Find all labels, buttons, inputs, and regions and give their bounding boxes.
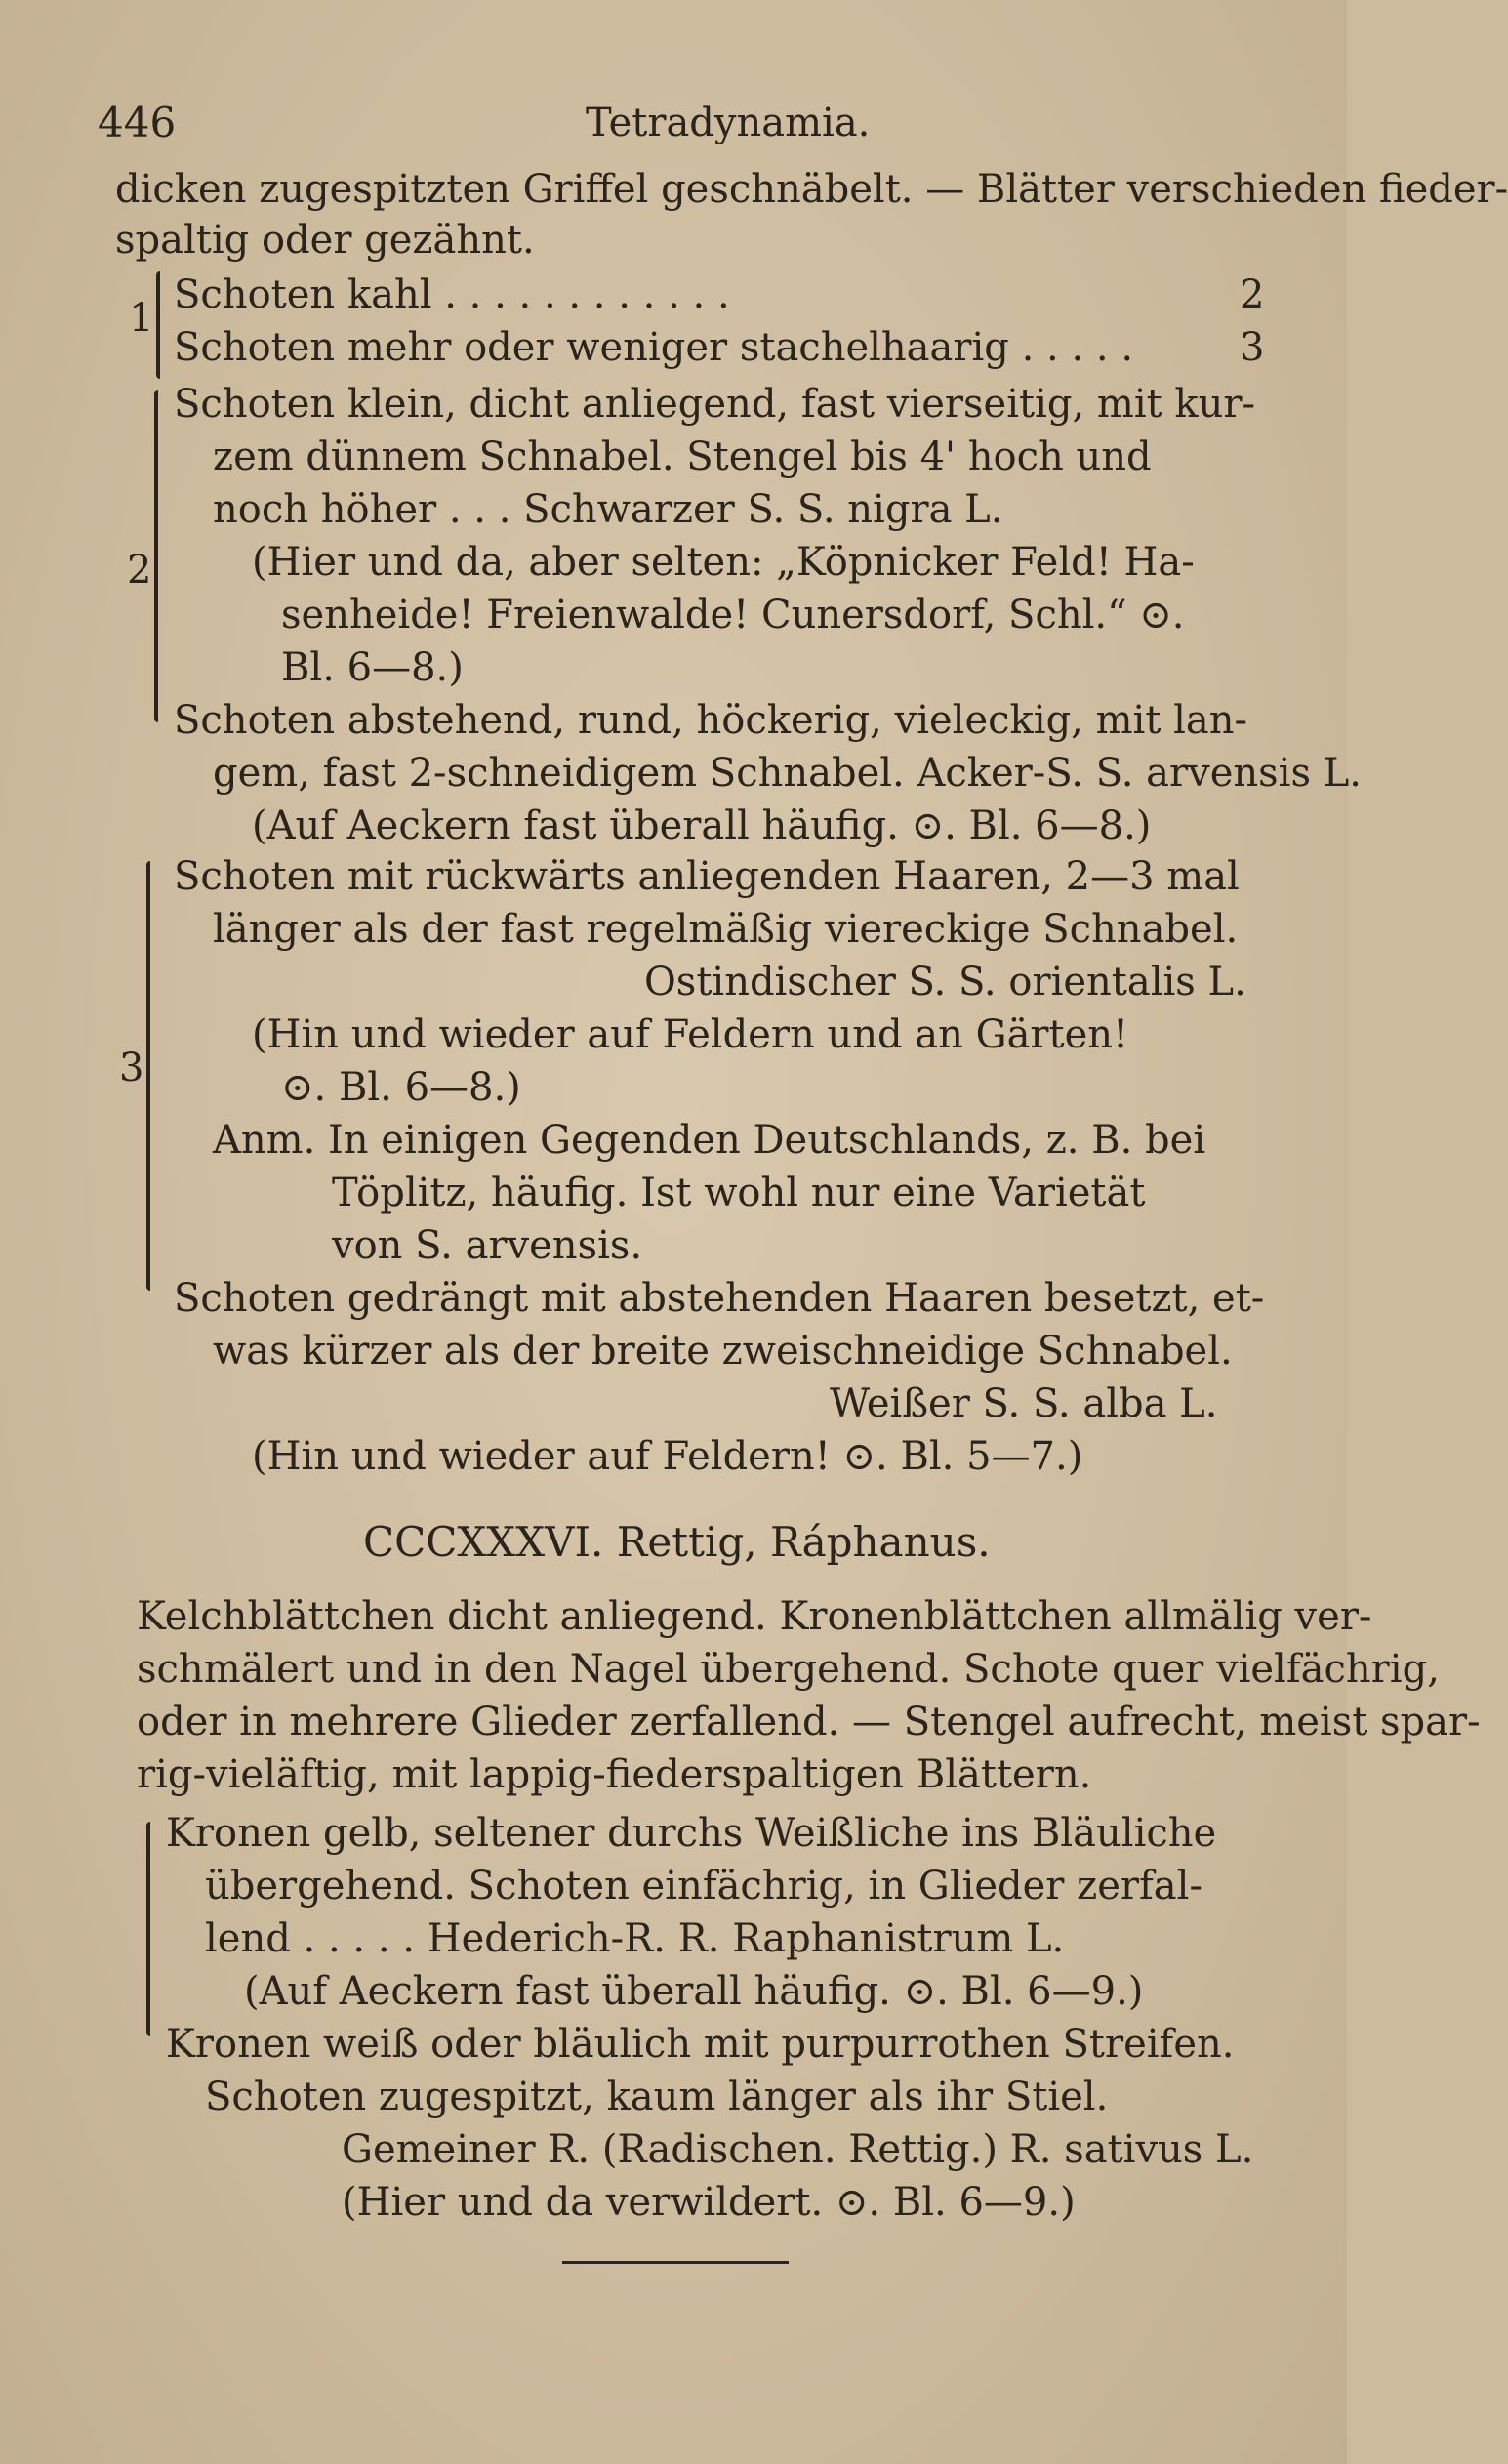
page-number: 446 [98, 99, 177, 146]
key-line: lend . . . . . Hederich-R. R. Raphanistrum L. [205, 1916, 1065, 1961]
key-line: Schoten gedrängt mit abstehenden Haaren besetzt, et- [174, 1276, 1265, 1321]
genus-description-line: schmälert und in den Nagel übergehend. Schote quer vielfächrig, [137, 1647, 1440, 1692]
key-line: (Hin und wieder auf Feldern und an Gärten! [252, 1012, 1129, 1057]
key-line: Schoten abstehend, rund, höckerig, vieleckig, mit lan- [174, 698, 1248, 743]
key-line: gem, fast 2-schneidigem Schnabel. Acker-S. S. arvensis L. [213, 751, 1362, 796]
key-line: (Hier und da verwildert. ⊙. Bl. 6—9.) [342, 2180, 1076, 2225]
key-line: (Auf Aeckern fast überall häufig. ⊙. Bl. 6—8.) [252, 803, 1152, 848]
genus-description-line: Kelchblättchen dicht anliegend. Kronenblättchen allmälig ver- [137, 1594, 1372, 1639]
key-line: ⊙. Bl. 6—8.) [281, 1065, 521, 1110]
intro-line: spaltig oder gezähnt. [115, 218, 535, 263]
key-line: Anm. In einigen Gegenden Deutschlands, z. B. bei [213, 1118, 1206, 1163]
key-brace [154, 390, 158, 722]
key-line: Bl. 6—8.) [281, 645, 464, 690]
key-lead: Schoten kahl . . . . . . . . . . . . [174, 272, 730, 317]
key-line: Gemeiner R. (Radischen. Rettig.) R. sativus L. [342, 2127, 1254, 2172]
key-brace [146, 1822, 150, 2036]
key-line: Ostindischer S. S. orientalis L. [644, 960, 1246, 1005]
key-line: zem dünnem Schnabel. Stengel bis 4' hoch und [213, 434, 1152, 479]
key-brace [156, 271, 160, 379]
key-line: was kürzer als der breite zweischneidige Schnabel. [213, 1329, 1233, 1374]
key-line: von S. arvensis. [332, 1223, 643, 1268]
genus-description-line: oder in mehrere Glieder zerfallend. — Stengel aufrecht, meist spar- [137, 1700, 1481, 1745]
key-brace [146, 861, 150, 1291]
key-ref: 2 [1240, 272, 1265, 317]
key-ref: 3 [1240, 325, 1265, 370]
genus-description-line: rig-vieläftig, mit lappig-fiederspaltigen Blättern. [137, 1752, 1092, 1797]
key-line: Schoten mit rückwärts anliegenden Haaren, 2—3 mal [174, 854, 1240, 899]
key-line: noch höher . . . Schwarzer S. S. nigra L. [213, 487, 1003, 532]
intro-line: dicken zugespitzten Griffel geschnäbelt. — Blätter verschieden fieder- [115, 167, 1508, 212]
key-number: 3 [119, 1046, 144, 1090]
key-line: (Hier und da, aber selten: „Köpnicker Feld! Ha- [252, 540, 1195, 585]
key-number: 1 [129, 296, 154, 341]
key-line: (Hin und wieder auf Feldern! ⊙. Bl. 5—7.) [252, 1434, 1083, 1479]
key-line: Kronen gelb, seltener durchs Weißliche ins Bläuliche [166, 1811, 1217, 1856]
running-title: Tetradynamia. [586, 101, 871, 145]
key-number: 2 [127, 548, 152, 593]
key-line: (Auf Aeckern fast überall häufig. ⊙. Bl. 6—9.) [244, 1969, 1144, 2014]
key-line: Kronen weiß oder bläulich mit purpurrothen Streifen. [166, 2022, 1235, 2067]
key-line: länger als der fast regelmäßig viereckige Schnabel. [213, 907, 1239, 952]
key-line: Schoten klein, dicht anliegend, fast vierseitig, mit kur- [174, 382, 1256, 427]
key-line: senheide! Freienwalde! Cunersdorf, Schl.“ ⊙. [281, 593, 1185, 637]
key-line: Töplitz, häufig. Ist wohl nur eine Varietät [332, 1170, 1146, 1215]
key-lead: Schoten mehr oder weniger stachelhaarig . . . . . [174, 325, 1134, 370]
key-line: übergehend. Schoten einfächrig, in Glieder zerfal- [205, 1864, 1202, 1909]
genus-heading: CCCXXXVI. Rettig, Ráphanus. [363, 1518, 991, 1566]
key-line: Weißer S. S. alba L. [830, 1381, 1218, 1426]
section-end-rule [562, 2261, 789, 2264]
key-line: Schoten zugespitzt, kaum länger als ihr Stiel. [205, 2074, 1109, 2119]
